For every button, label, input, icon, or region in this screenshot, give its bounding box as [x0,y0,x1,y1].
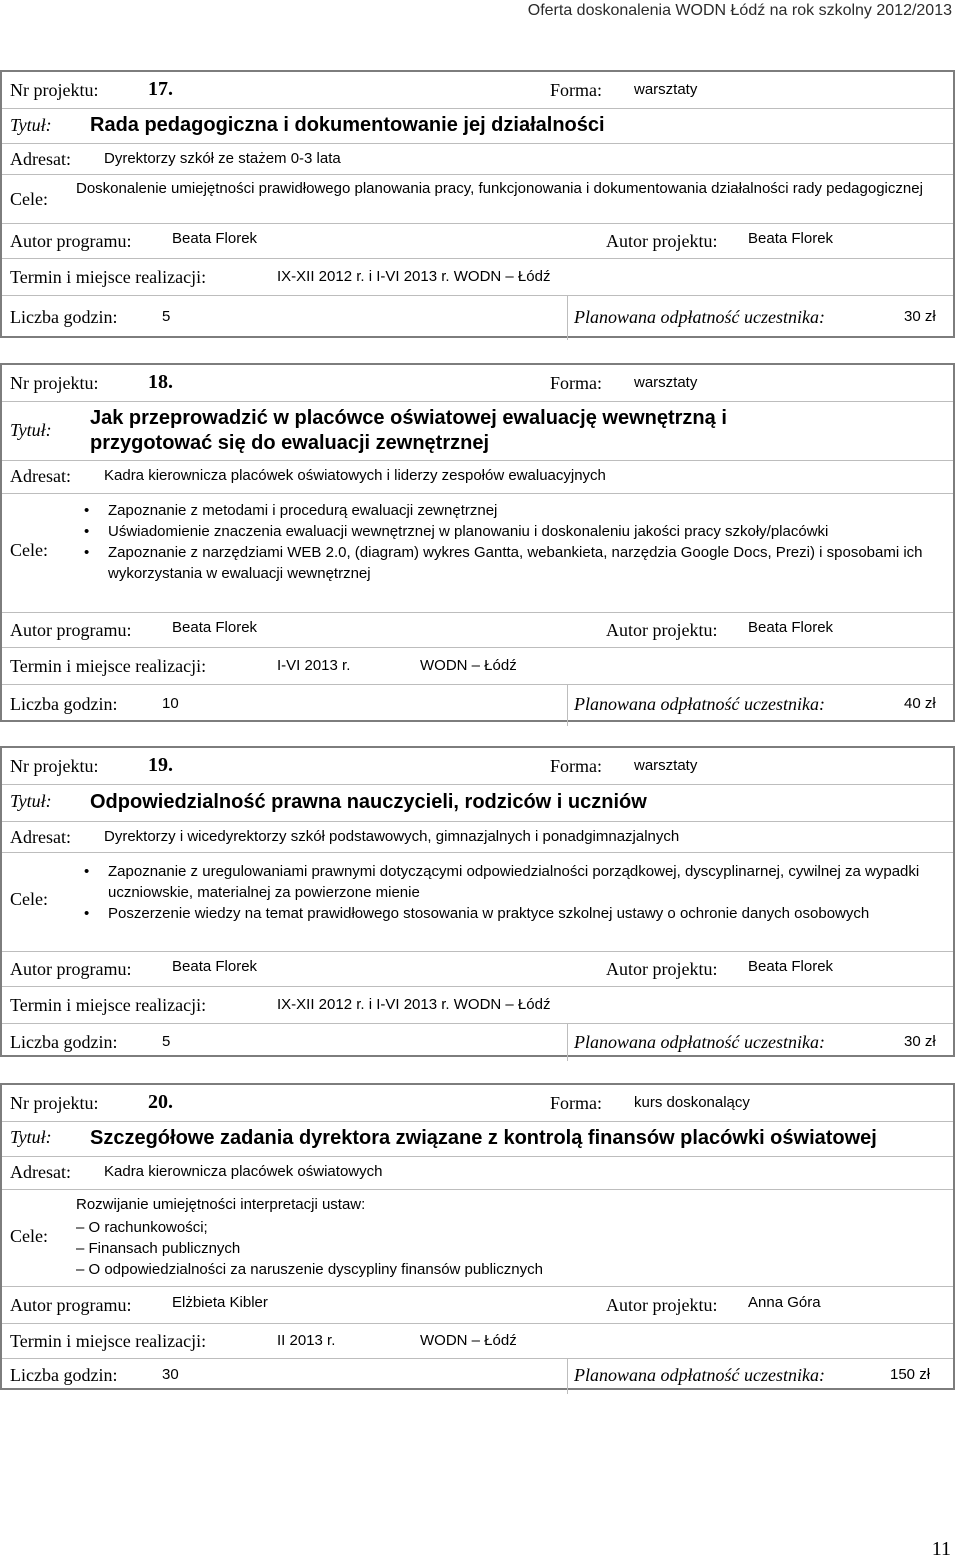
title-row [2,785,953,822]
project-author-value: Beata Florek [748,230,834,247]
goal-item: – Finansach publicznych [76,1240,241,1257]
project-number: 17. [148,78,173,100]
title-label: Tytuł: [10,420,52,440]
program-author-value: Beata Florek [172,619,258,636]
fee-label: Planowana odpłatność uczestnika: [574,694,825,714]
project-card-17 [0,70,955,338]
title-label: Tytuł: [10,791,52,811]
program-author-value: Beata Florek [172,230,258,247]
project-number-label: Nr projektu: [10,80,99,100]
project-title: Szczegółowe zadania dyrektora związane z kontrolą finansów placówki oświatowej [90,1127,877,1149]
goal-item: • Zapoznanie z uregulowaniami prawnymi dotyczącymi odpowiedzialności porządkowej, dyscyplinarnej, cywilnej za wypadki uczniowskie, materialnej za powierzone mienie [108,861,960,903]
fee-value: 40 zł [904,695,936,712]
project-number-label: Nr projektu: [10,1093,99,1113]
schedule-row [2,648,953,685]
addressee-row [2,1157,953,1190]
project-number: 18. [148,371,173,393]
goals-list [84,500,958,584]
form-label: Forma: [550,1093,602,1113]
schedule-row [2,987,953,1024]
goals-list [84,861,960,924]
goals-label: Cele: [10,1226,48,1246]
program-author-label: Autor programu: [10,1295,132,1315]
addressee-label: Adresat: [10,466,71,486]
program-author-label: Autor programu: [10,959,132,979]
program-author-value: Beata Florek [172,958,258,975]
fee-value: 30 zł [904,308,936,325]
hours-value: 30 [162,1366,179,1383]
hours-label: Liczba godzin: [10,1365,118,1385]
header-title: Oferta doskonalenia WODN Łódź na rok szkolny 2012/2013 [527,2,952,19]
project-number: 20. [148,1091,173,1113]
addressee-value: Kadra kierownicza placówek oświatowych i liderzy zespołów ewaluacyjnych [104,467,606,484]
schedule-label: Termin i miejsce realizacji: [10,267,207,287]
program-author-label: Autor programu: [10,620,132,640]
form-label: Forma: [550,756,602,776]
cell-divider [567,296,568,340]
fee-value: 150 zł [890,1366,931,1383]
authors-row [2,1287,953,1324]
form-value: warsztaty [634,374,698,391]
fee-value: 30 zł [904,1033,936,1050]
fee-label: Planowana odpłatność uczestnika: [574,1365,825,1385]
page-header [0,0,960,28]
hours-label: Liczba godzin: [10,307,118,327]
goal-item: • Poszerzenie wiedzy na temat prawidłowego stosowania w praktyce szkolnej ustawy o ochronie danych osobowych [108,903,960,924]
project-number-row [2,72,953,109]
program-author-value: Elżbieta Kibler [172,1294,268,1311]
project-title: Odpowiedzialność prawna nauczycieli, rodziców i uczniów [90,791,647,813]
schedule-place: WODN – Łódź [420,1332,517,1349]
title-row [2,1122,953,1157]
goals-row [2,853,953,952]
hours-row [2,685,953,726]
schedule-label: Termin i miejsce realizacji: [10,656,207,676]
project-title: Jak przeprowadzić w placówce oświatowej ewaluację wewnętrzną i przygotować się do ewaluacji zewnętrznej [90,407,727,454]
project-card-18 [0,363,955,722]
hours-value: 10 [162,695,179,712]
goals-text: Doskonalenie umiejętności prawidłowego planowania pracy, funkcjonowania i dokumentowania działalności rady pedagogicznej [76,180,923,197]
project-number-row [2,1085,953,1122]
project-card-20 [0,1083,955,1390]
project-number-row [2,365,953,402]
schedule-row [2,259,953,296]
fee-label: Planowana odpłatność uczestnika: [574,1032,825,1052]
addressee-value: Dyrektorzy szkół ze stażem 0-3 lata [104,150,341,167]
goals-row [2,494,953,613]
schedule-label: Termin i miejsce realizacji: [10,1331,207,1351]
addressee-value: Kadra kierownicza placówek oświatowych [104,1163,383,1180]
goal-item: • Uświadomienie znaczenia ewaluacji wewnętrznej w planowaniu i doskonaleniu jakości pracy szkoły/placówki [108,521,958,542]
hours-value: 5 [162,308,171,325]
goal-item: • Zapoznanie z metodami i procedurą ewaluacji zewnętrznej [108,500,958,521]
form-value: warsztaty [634,757,698,774]
schedule-value: IX-XII 2012 r. i I-VI 2013 r. WODN – Łódź [277,268,551,285]
title-label: Tytuł: [10,115,52,135]
project-number-row [2,748,953,785]
hours-label: Liczba godzin: [10,694,118,714]
form-label: Forma: [550,80,602,100]
schedule-value: IX-XII 2012 r. i I-VI 2013 r. WODN – Łódź [277,996,551,1013]
page-number: 11 [931,1538,951,1560]
authors-row [2,224,953,259]
title-row [2,109,953,144]
goals-label: Cele: [10,889,48,909]
fee-label: Planowana odpłatność uczestnika: [574,307,825,327]
goals-row [2,1190,953,1287]
program-author-label: Autor programu: [10,231,132,251]
goals-row [2,175,953,224]
cell-divider [567,1024,568,1061]
project-author-label: Autor projektu: [606,620,718,640]
goals-label: Cele: [10,189,48,209]
hours-value: 5 [162,1033,171,1050]
goals-label: Cele: [10,540,48,560]
authors-row [2,613,953,648]
schedule-place: WODN – Łódź [420,657,517,674]
cell-divider [567,685,568,726]
goals-intro: Rozwijanie umiejętności interpretacji ustaw: [76,1196,366,1213]
goals-list [76,1217,543,1280]
project-author-value: Beata Florek [748,958,834,975]
hours-row [2,1024,953,1061]
title-row [2,402,953,461]
hours-label: Liczba godzin: [10,1032,118,1052]
hours-row [2,1359,953,1394]
addressee-row [2,822,953,853]
cell-divider [567,1359,568,1394]
goal-item: – O rachunkowości; [76,1219,208,1236]
project-author-label: Autor projektu: [606,1295,718,1315]
schedule-row [2,1324,953,1359]
form-value: warsztaty [634,81,698,98]
addressee-label: Adresat: [10,149,71,169]
addressee-label: Adresat: [10,1162,71,1182]
schedule-label: Termin i miejsce realizacji: [10,995,207,1015]
project-author-value: Anna Góra [748,1294,821,1311]
title-label: Tytuł: [10,1127,52,1147]
goal-item: – O odpowiedzialności za naruszenie dyscypliny finansów publicznych [76,1261,543,1278]
form-label: Forma: [550,373,602,393]
project-author-label: Autor projektu: [606,959,718,979]
project-author-value: Beata Florek [748,619,834,636]
project-number-label: Nr projektu: [10,373,99,393]
project-author-label: Autor projektu: [606,231,718,251]
addressee-value: Dyrektorzy i wicedyrektorzy szkół podstawowych, gimnazjalnych i ponadgimnazjalnych [104,828,680,845]
authors-row [2,952,953,987]
goal-item: • Zapoznanie z narzędziami WEB 2.0, (diagram) wykres Gantta, webankieta, narzędzia Google Docs, Prezi) i sposobami ich wykorzystania w ewaluacji wewnętrznej [108,542,958,584]
schedule-value: II 2013 r. [277,1332,336,1349]
hours-row [2,296,953,340]
schedule-value: I-VI 2013 r. [277,657,351,674]
addressee-label: Adresat: [10,827,71,847]
project-number-label: Nr projektu: [10,756,99,776]
addressee-row [2,144,953,175]
project-number: 19. [148,754,173,776]
project-title: Rada pedagogiczna i dokumentowanie jej działalności [90,114,605,136]
addressee-row [2,461,953,494]
form-value: kurs doskonalący [634,1094,750,1111]
project-card-19 [0,746,955,1057]
